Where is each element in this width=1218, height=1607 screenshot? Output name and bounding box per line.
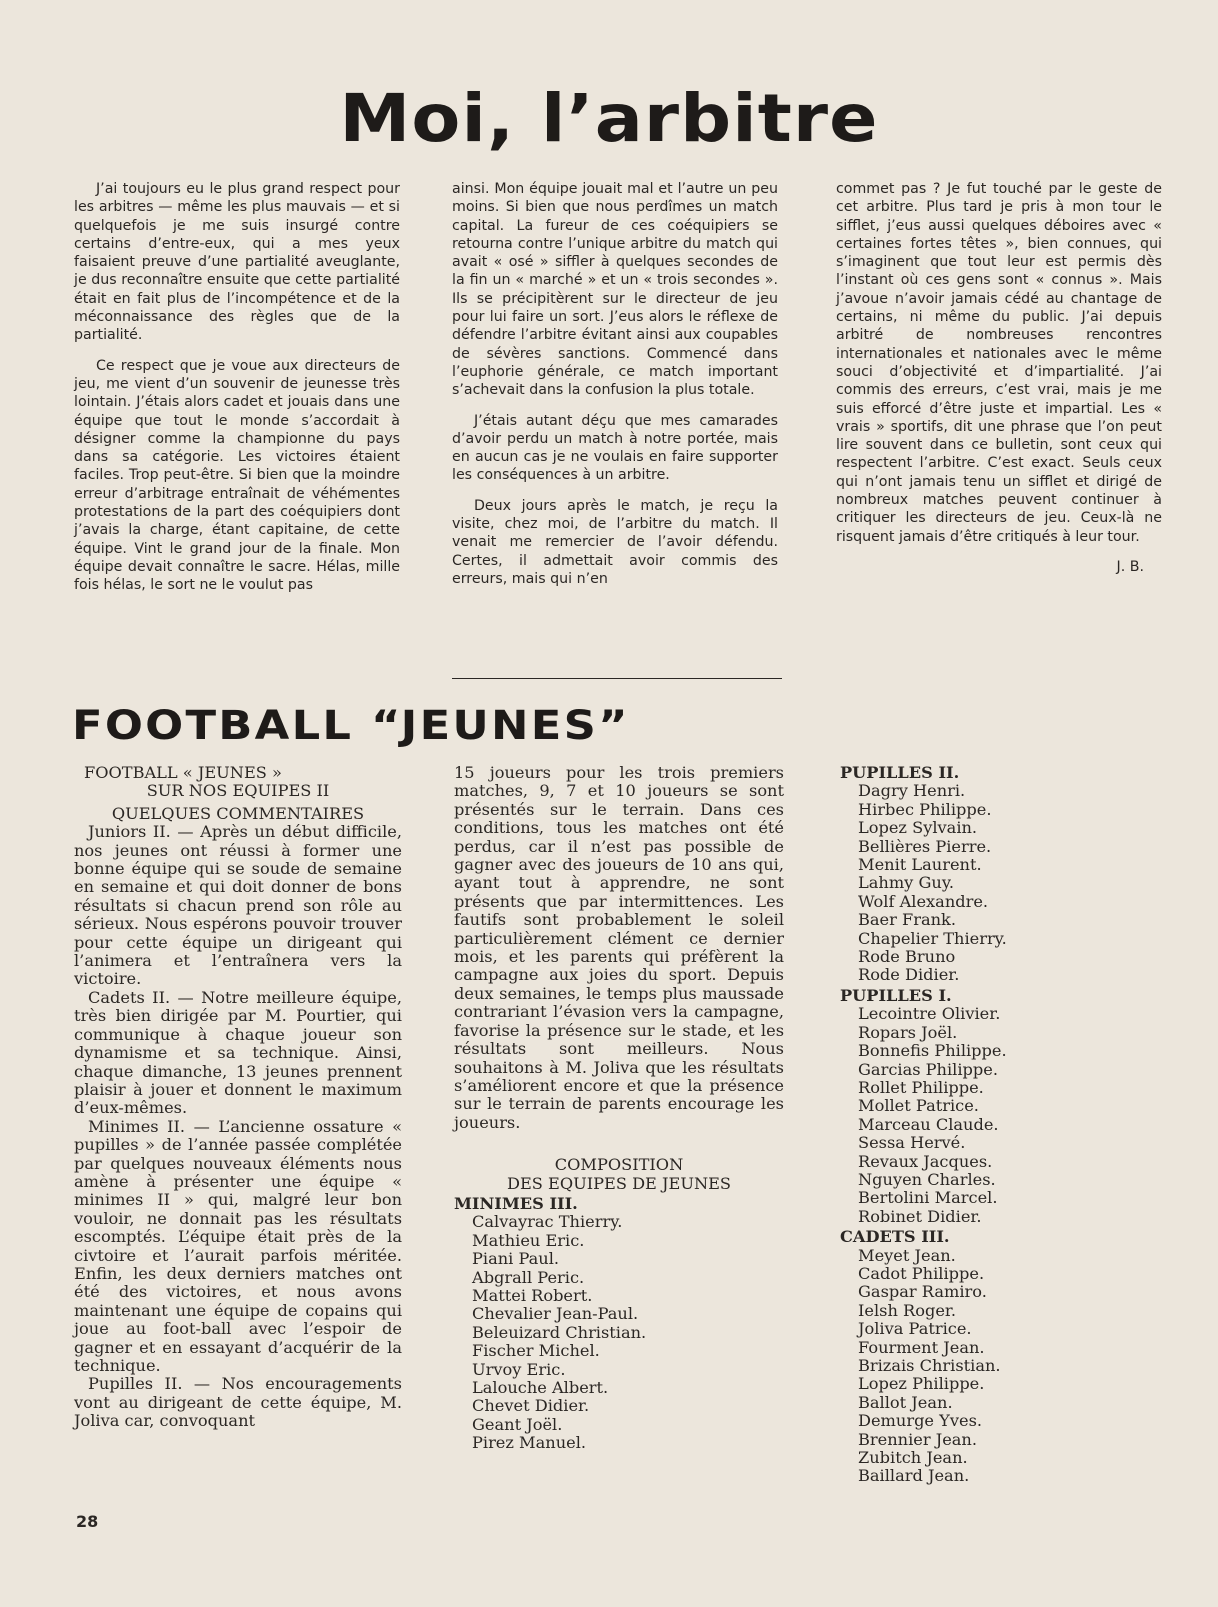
player-name: Ielsh Roger. bbox=[858, 1300, 957, 1320]
article-column-2 bbox=[452, 180, 778, 600]
paragraph-minimes bbox=[74, 1118, 402, 1376]
player-name: Fischer Michel. bbox=[472, 1341, 600, 1361]
player-name: Calvayrac Thierry. bbox=[472, 1212, 623, 1232]
player-name: Abgrall Peric. bbox=[472, 1267, 585, 1287]
player-name: Baillard Jean. bbox=[858, 1466, 970, 1486]
player-name: Rollet Philippe. bbox=[858, 1077, 984, 1097]
paragraph-juniors bbox=[74, 823, 402, 989]
section-divider bbox=[452, 678, 782, 679]
paragraph: ainsi. Mon équipe jouait mal et l’autre un peu moins. Si bien que nous perdîmes un match capital. La fureur de ces coéquipiers se retourna contre l’unique arbitre du match qui avait « osé » siffler à quelques secondes de la fin un « marché » et un « trois secondes ». Ils se précipitèrent sur le directeur de jeu pour lui faire un sort. J’eus alors le réflexe de défendre l’arbitre évitant ainsi aux coupables de sévères sanctions. Commencé dans l’euphorie générale, ce match important s’achevait dans la confusion la plus totale. bbox=[452, 181, 778, 399]
player-name: Cadot Philippe. bbox=[858, 1263, 985, 1283]
subhead: COMPOSITION bbox=[554, 1155, 684, 1175]
composition-heading bbox=[454, 1156, 784, 1193]
player-name: Bellières Pierre. bbox=[858, 836, 992, 856]
player-name: Urvoy Eric. bbox=[472, 1359, 566, 1379]
player-name: Hirbec Philippe. bbox=[858, 799, 992, 819]
player-name: Lahmy Guy. bbox=[858, 873, 954, 893]
team-heading: CADETS III. bbox=[840, 1227, 950, 1247]
subhead: QUELQUES COMMENTAIRES bbox=[111, 803, 365, 823]
player-name: Chevalier Jean-Paul. bbox=[472, 1304, 639, 1324]
player-name: Zubitch Jean. bbox=[858, 1448, 968, 1468]
article-title: Moi, l’arbitre bbox=[339, 80, 879, 157]
player-list bbox=[454, 1213, 784, 1452]
section-title: FOOTBALL “JEUNES” bbox=[72, 703, 630, 749]
team-heading: MINIMES III. bbox=[454, 1193, 578, 1213]
player-name: Baer Frank. bbox=[858, 910, 957, 930]
subhead: SUR NOS EQUIPES II bbox=[146, 781, 330, 801]
player-name: Robinet Didier. bbox=[858, 1206, 982, 1226]
paragraph-text: — Notre meilleure équipe, très bien dirigée par M. Pourtier, qui communique à chaque joueur son dynamisme et sa technique. Ainsi, chaque dimanche, 13 jeunes prennent plaisir à jouer et donnent le maximum d’eux-mêmes. bbox=[74, 987, 403, 1118]
page-number: 28 bbox=[76, 1512, 99, 1531]
player-name: Chapelier Thierry. bbox=[858, 928, 1007, 948]
author-signature: J. B. bbox=[1116, 558, 1144, 575]
player-list bbox=[840, 1247, 1170, 1486]
paragraph: Ce respect que je voue aux directeurs de jeu, me vient d’un souvenir de jeunesse très lointain. J’étais alors cadet et jouais dans une équipe que tout le monde s’accordait à désigner comme la championne du pays dans sa catégorie. Les victoires étaient faciles. Trop peut-être. Si bien que la moindre erreur d’arbitrage entraînait de véhémentes protestations de la part des coéquipiers dont j’avais la charge, étant capitaine, de cette équipe. Vint le grand jour de la finale. Mon équipe devait connaître le sacre. Hélas, mille fois hélas, le sort ne le voulut pas bbox=[74, 357, 400, 594]
football-column-2 bbox=[454, 764, 784, 1453]
player-name: Ropars Joël. bbox=[858, 1022, 958, 1042]
paragraph: commet pas ? Je fut touché par le geste de cet arbitre. Plus tard je pris à mon tour le sifflet, j’eus aussi quelques déboires avec « certaines fortes têtes », bien connues, qui s’imaginent que tout leur est permis dès l’instant où ces gens sont « connus ». Mais j’avoue n’avoir jamais cédé au chantage de certains, ni même du public. J’ai depuis arbitré de nombreuses rencontres internationales et nationales avec le même souci d’objectivité et d’impartialité. J’ai commis des erreurs, c’est vrai, mais je me suis efforcé d’être juste et impartial. Les « vrais » sportifs, dit une phrase que l’on peut lire souvent dans ce bulletin, sont ceux qui respectent l’arbitre. C’est exact. Seuls ceux qui n’ont jamais tenu un sifflet et dirigé de nombreux matches peuvent continuer à critiquer les directeurs de jeu. Ceux-là ne risquent jamais d’être critiqués à leur tour. bbox=[836, 181, 1162, 545]
player-name: Demurge Yves. bbox=[858, 1411, 983, 1431]
football-column-3 bbox=[840, 764, 1170, 1486]
player-list bbox=[840, 782, 1170, 984]
player-name: Garcias Philippe. bbox=[858, 1059, 998, 1079]
player-name: Rode Bruno bbox=[858, 947, 956, 967]
player-name: Menit Laurent. bbox=[858, 855, 982, 875]
paragraph-text: — Nos encouragements vont au dirigeant de cette équipe, M. Joliva car, convoquant bbox=[74, 1374, 402, 1431]
paragraph-text: — Après un début difficile, nos jeunes ont réussi à former une bonne équipe qui se soude de semaine en semaine et qui doit donner de bons résultats si chacun prend son rôle au sérieux. Nous espérons pouvoir trouver pour cette équipe un dirigeant qui l’animera et l’entraînera vers la victoire. bbox=[74, 822, 403, 989]
football-column-1 bbox=[74, 764, 402, 1431]
team-label: Juniors II. bbox=[88, 822, 171, 842]
player-name: Lalouche Albert. bbox=[472, 1378, 609, 1397]
player-name: Bonnefis Philippe. bbox=[858, 1041, 1007, 1061]
team-label: Cadets II. bbox=[88, 987, 171, 1007]
player-name: Pirez Manuel. bbox=[472, 1433, 587, 1453]
paragraph-text: — L’ancienne ossature « pupilles » de l’année passée complétée par quelques nouveaux éléments nous amène à présenter une équipe « minimes II » qui, malgré leur bon vouloir, ne donnait pas les résultats escomptés. L’équipe était près de la civtoire et l’aurait parfois méritée. Enfin, les deux derniers matches ont été des victoires, et nous avons maintenant une équipe de copains qui joue au foot-ball avec l’espoir de gagner et en essayant d’acquérir de la technique. bbox=[74, 1116, 403, 1375]
team-label: Minimes II. bbox=[88, 1116, 186, 1136]
paragraph-cadets bbox=[74, 989, 402, 1118]
player-name: Sessa Hervé. bbox=[858, 1133, 966, 1153]
player-name: Dagry Henri. bbox=[858, 781, 966, 801]
paragraph: Deux jours après le match, je reçu la visite, chez moi, de l’arbitre du match. Il venait me remercier de l’avoir défendu. Certes, il admettait avoir commis des erreurs, mais qui n’en bbox=[452, 497, 778, 587]
player-name: Mollet Patrice. bbox=[858, 1096, 979, 1116]
paragraph-pupilles bbox=[74, 1375, 402, 1430]
player-name: Bertolini Marcel. bbox=[858, 1188, 998, 1208]
team-heading: PUPILLES I. bbox=[840, 985, 952, 1005]
player-name: Mattei Robert. bbox=[472, 1285, 593, 1305]
player-name: Marceau Claude. bbox=[858, 1114, 999, 1134]
player-name: Geant Joël. bbox=[472, 1414, 563, 1434]
paragraph: 15 joueurs pour les trois premiers matches, 9, 7 et 10 joueurs se sont présentés sur le terrain. Dans ces conditions, tous les matches ont été perdus, car il n’est pas possible de gagner avec des joueurs de 10 ans qui, ayant tout à apprendre, ne sont présents que par intermittences. Les fautifs sont probablement le soleil particulièrement clément ce dernier mois, et les parents qui préfèrent la campagne aux joies du sport. Depuis deux semaines, le temps plus maussade contrariant l’évasion vers la campagne, favorise la présence sur le stade, et les résultats sont meilleurs. Nous souhaitons à M. Joliva que les résultats s’améliorent encore et que la présence sur le terrain de parents encourage les joueurs. bbox=[454, 763, 784, 1132]
paragraph: J’ai toujours eu le plus grand respect pour les arbitres — même les plus mauvais — et si quelquefois je me suis insurgé contre certains d’entre-eux, qui a mes yeux faisaient preuve d’une partialité aveuglante, je dus reconnaître ensuite que cette partialité était en fait plus de l’incompétence et de la méconnaissance des règles que de la partialité. bbox=[74, 181, 400, 344]
player-name: Revaux Jacques. bbox=[858, 1151, 993, 1171]
article-column-1 bbox=[74, 180, 400, 607]
player-name: Rode Didier. bbox=[858, 965, 960, 985]
paragraph: J’étais autant déçu que mes camarades d’avoir perdu un match à notre portée, mais en aucun cas je ne voulais en faire supporter les conséquences à un arbitre. bbox=[452, 412, 778, 484]
player-list bbox=[840, 1005, 1170, 1226]
player-name: Chevet Didier. bbox=[472, 1396, 590, 1416]
player-name: Wolf Alexandre. bbox=[858, 891, 989, 911]
player-name: Beleuizard Christian. bbox=[472, 1322, 647, 1342]
player-name: Lopez Philippe. bbox=[858, 1374, 985, 1394]
article-column-3 bbox=[836, 180, 1162, 576]
player-name: Lopez Sylvain. bbox=[858, 818, 978, 838]
player-name: Lecointre Olivier. bbox=[858, 1004, 1001, 1024]
player-name: Meyet Jean. bbox=[858, 1245, 956, 1265]
player-name: Piani Paul. bbox=[472, 1249, 560, 1269]
player-name: Joliva Patrice. bbox=[858, 1319, 972, 1339]
team-label: Pupilles II. bbox=[88, 1374, 183, 1394]
player-name: Fourment Jean. bbox=[858, 1337, 985, 1357]
player-name: Gaspar Ramiro. bbox=[858, 1282, 987, 1302]
player-name: Ballot Jean. bbox=[858, 1392, 953, 1412]
player-name: Nguyen Charles. bbox=[858, 1169, 996, 1189]
subhead: FOOTBALL « JEUNES » bbox=[84, 763, 282, 782]
subhead: DES EQUIPES DE JEUNES bbox=[506, 1173, 732, 1193]
player-name: Brizais Christian. bbox=[858, 1356, 1001, 1375]
team-heading: PUPILLES II. bbox=[840, 763, 960, 782]
player-name: Mathieu Eric. bbox=[472, 1230, 585, 1250]
player-name: Brennier Jean. bbox=[858, 1429, 977, 1449]
